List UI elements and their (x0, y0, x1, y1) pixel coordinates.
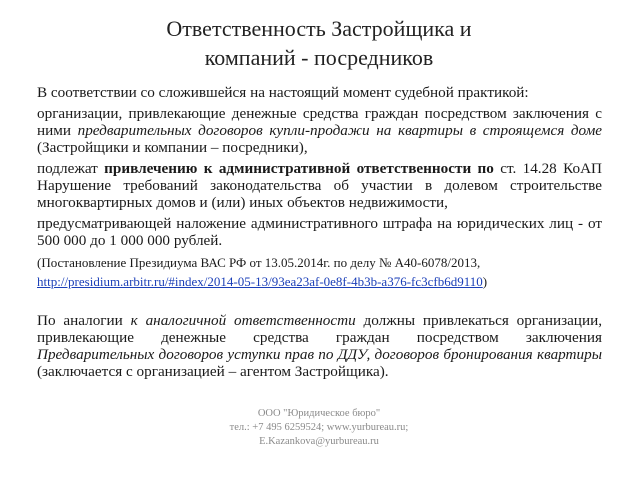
slide-title-line1: Ответственность Застройщика и (166, 16, 472, 41)
citation (37, 253, 602, 291)
paragraph-analogy-italic-contracts: Предварительных договоров уступки прав по ДДУ, договоров бронирования квартиры (37, 346, 602, 363)
paragraph-organizations-tail: (Застройщики и компании – посредники), (37, 139, 308, 156)
paragraph-liability-text: подлежат (37, 160, 105, 177)
slide-body (37, 84, 602, 380)
paragraph-organizations (37, 105, 602, 156)
paragraph-liability-bold: привлечению к административной ответственности по (104, 160, 494, 177)
citation-close: ) (482, 274, 488, 289)
citation-text: (Постановление Президиума ВАС РФ от 13.05.2014г. по делу № А40-6078/2013, (37, 255, 481, 270)
paragraph-analogy-tail: (заключается с организацией – агентом Застройщика). (37, 363, 389, 380)
paragraph-analogy-text: По аналогии (37, 312, 131, 329)
paragraph-analogy (37, 312, 602, 380)
paragraph-analogy-middle: должны привлекаться организации, привлекающие денежные средства граждан посредством заключения (37, 312, 602, 346)
paragraph-organizations-text: организации, привлекающие денежные средства граждан посредством заключения с ними (37, 105, 602, 139)
footer (0, 407, 638, 449)
paragraph-intro: В соответствии со сложившейся на настоящий момент судебной практикой: (37, 84, 529, 101)
paragraph-organizations-italic: предварительных договоров купли-продажи на квартиры в строящемся доме (77, 122, 602, 139)
paragraph-liability-tail: ст. 14.28 КоАП Нарушение требований законодательства об участии в долевом строительстве многоквартирных домов и (или) иных объектов недвижимости, (37, 160, 603, 211)
slide-title-line2: компаний - посредников (204, 45, 434, 70)
footer-company: ООО "Юридическое бюро" (257, 408, 381, 419)
paragraph-analogy-italic: к аналогичной ответственности (130, 312, 356, 329)
footer-email: E.Kazankova@yurbureau.ru (259, 436, 379, 447)
footer-contacts: тел.: +7 495 6259524; www.yurbureau.ru; (229, 422, 409, 433)
paragraph-fine: предусматривающей наложение административного штрафа на юридических лиц - от 500 000 до 1 000 000 рублей. (37, 215, 602, 249)
citation-link[interactable]: http://presidium.arbitr.ru/#index/2014-05-13/93ea23af-0e8f-4b3b-a376-fc3cfb6d9110 (37, 274, 483, 289)
slide-title (0, 14, 638, 72)
paragraph-liability (37, 160, 602, 211)
